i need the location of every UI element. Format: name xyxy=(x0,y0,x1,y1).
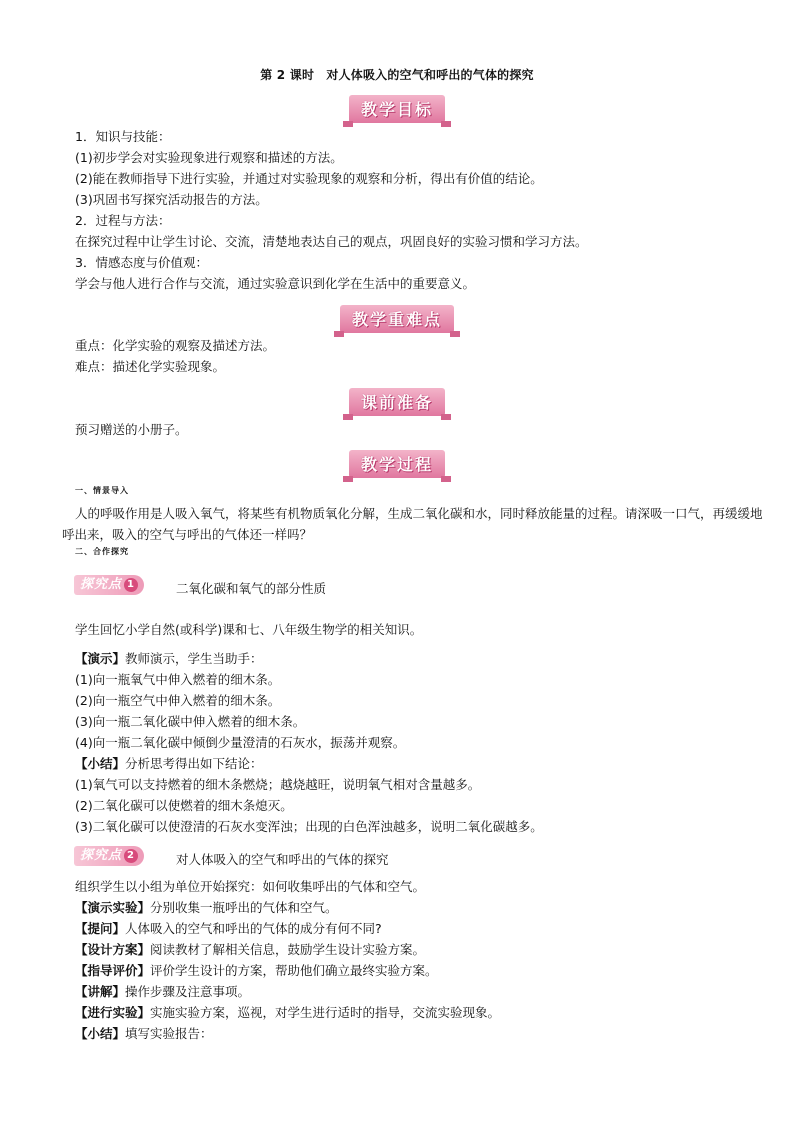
step-guide-evaluate-tag: 【指导评价】 xyxy=(75,963,151,978)
step-conduct-experiment xyxy=(75,1004,724,1022)
step-explain xyxy=(75,983,724,1001)
summary-text: 分析思考得出如下结论： xyxy=(125,756,263,771)
explore-point-1-recall: 学生回忆小学自然(或科学)课和七、八年级生物学的相关知识。 xyxy=(75,622,423,637)
step-question-text: 人体吸入的空气和呼出的气体的成分有何不同? xyxy=(125,921,382,936)
step-design-plan-tag: 【设计方案】 xyxy=(75,942,151,957)
objective-knowledge-2: (2)能在教师指导下进行实验，并通过对实验现象的观察和分析，得出有价值的结论。 xyxy=(75,171,543,186)
explore-point-badge-2 xyxy=(74,846,144,866)
explore-point-badge-1 xyxy=(74,575,144,595)
step-design-plan xyxy=(75,941,724,959)
page-title: 第 2 课时 对人体吸入的空气和呼出的气体的探究 xyxy=(260,68,534,82)
section-banner-difficulties-label: 教学重难点 xyxy=(340,305,454,333)
step-explain-text: 操作步骤及注意事项。 xyxy=(125,984,251,999)
section-banner-process-label: 教学过程 xyxy=(349,450,445,478)
process-intro-paragraph: 人的呼吸作用是人吸入氧气，将某些有机物质氧化分解，生成二氧化碳和水，同时释放能量的过程。请深吸一口气，再缓缓地呼出来，吸入的空气与呼出的气体还一样吗？ xyxy=(62,506,763,542)
step-question-tag: 【提问】 xyxy=(75,921,126,936)
section-banner-process xyxy=(0,450,794,478)
process-heading-cooperate: 二、合作探究 xyxy=(75,547,129,556)
summary-conclusion-1: (1)氧气可以支持燃着的细木条燃烧；越烧越旺，说明氧气相对含量越多。 xyxy=(75,777,481,792)
step-conduct-experiment-text: 实施实验方案，巡视，对学生进行适时的指导，交流实验现象。 xyxy=(150,1005,501,1020)
step-guide-evaluate xyxy=(75,962,724,980)
demo-step-4: (4)向一瓶二氧化碳中倾倒少量澄清的石灰水，振荡并观察。 xyxy=(75,735,406,750)
explore-point-2-organize: 组织学生以小组为单位开始探究：如何收集呼出的气体和空气。 xyxy=(75,879,426,894)
summary-conclusion-3: (3)二氧化碳可以使澄清的石灰水变浑浊；出现的白色浑浊越多，说明二氧化碳越多。 xyxy=(75,819,543,834)
objective-knowledge-3: (3)巩固书写探究活动报告的方法。 xyxy=(75,192,268,207)
step-explain-tag: 【讲解】 xyxy=(75,984,126,999)
objective-knowledge-1: (1)初步学会对实验现象进行观察和描述的方法。 xyxy=(75,150,343,165)
explore-point-badge-1-number: 1 xyxy=(124,578,138,592)
step-summary-tag: 【小结】 xyxy=(75,1026,126,1041)
preparation-text: 预习赠送的小册子。 xyxy=(75,422,188,437)
step-summary xyxy=(75,1025,724,1043)
step-conduct-experiment-tag: 【进行实验】 xyxy=(75,1005,151,1020)
objective-knowledge-heading: 1．知识与技能： xyxy=(75,129,171,144)
key-point: 重点：化学实验的观察及描述方法。 xyxy=(75,338,276,353)
summary-conclusion-2: (2)二氧化碳可以使燃着的细木条熄灭。 xyxy=(75,798,293,813)
section-banner-preparation xyxy=(0,388,794,416)
summary-tag: 【小结】 xyxy=(75,756,126,771)
demo-text: 教师演示，学生当助手： xyxy=(125,651,263,666)
explore-point-badge-2-number: 2 xyxy=(124,849,138,863)
explore-point-badge-2-label: 探究点 xyxy=(80,848,123,863)
step-demo-experiment xyxy=(75,899,724,917)
step-guide-evaluate-text: 评价学生设计的方案，帮助他们确立最终实验方案。 xyxy=(150,963,438,978)
step-summary-text: 填写实验报告： xyxy=(125,1026,213,1041)
explore-point-badge-1-label: 探究点 xyxy=(80,577,123,592)
demo-step-3: (3)向一瓶二氧化碳中伸入燃着的细木条。 xyxy=(75,714,306,729)
step-question xyxy=(75,920,724,938)
step-demo-experiment-text: 分别收集一瓶呼出的气体和空气。 xyxy=(150,900,338,915)
process-heading-intro: 一、情景导入 xyxy=(75,486,129,495)
explore-point-2-title: 对人体吸入的空气和呼出的气体的探究 xyxy=(176,852,389,867)
objective-process-heading: 2．过程与方法： xyxy=(75,213,171,228)
demo-tag: 【演示】 xyxy=(75,651,126,666)
explore-point-1-title: 二氧化碳和氧气的部分性质 xyxy=(176,581,327,596)
demo-step-2: (2)向一瓶空气中伸入燃着的细木条。 xyxy=(75,693,281,708)
step-demo-experiment-tag: 【演示实验】 xyxy=(75,900,151,915)
summary-line xyxy=(75,755,724,773)
section-banner-difficulties xyxy=(0,305,794,333)
objective-emotion-heading: 3．情感态度与价值观： xyxy=(75,255,208,270)
demo-line xyxy=(75,650,724,668)
objective-process-1: 在探究过程中让学生讨论、交流，清楚地表达自己的观点，巩固良好的实验习惯和学习方法。 xyxy=(75,234,588,249)
demo-step-1: (1)向一瓶氧气中伸入燃着的细木条。 xyxy=(75,672,281,687)
section-banner-preparation-label: 课前准备 xyxy=(349,388,445,416)
section-banner-objectives xyxy=(0,95,794,123)
difficult-point: 难点：描述化学实验现象。 xyxy=(75,359,226,374)
section-banner-objectives-label: 教学目标 xyxy=(349,95,445,123)
objective-emotion-1: 学会与他人进行合作与交流，通过实验意识到化学在生活中的重要意义。 xyxy=(75,276,476,291)
step-design-plan-text: 阅读教材了解相关信息，鼓励学生设计实验方案。 xyxy=(150,942,426,957)
